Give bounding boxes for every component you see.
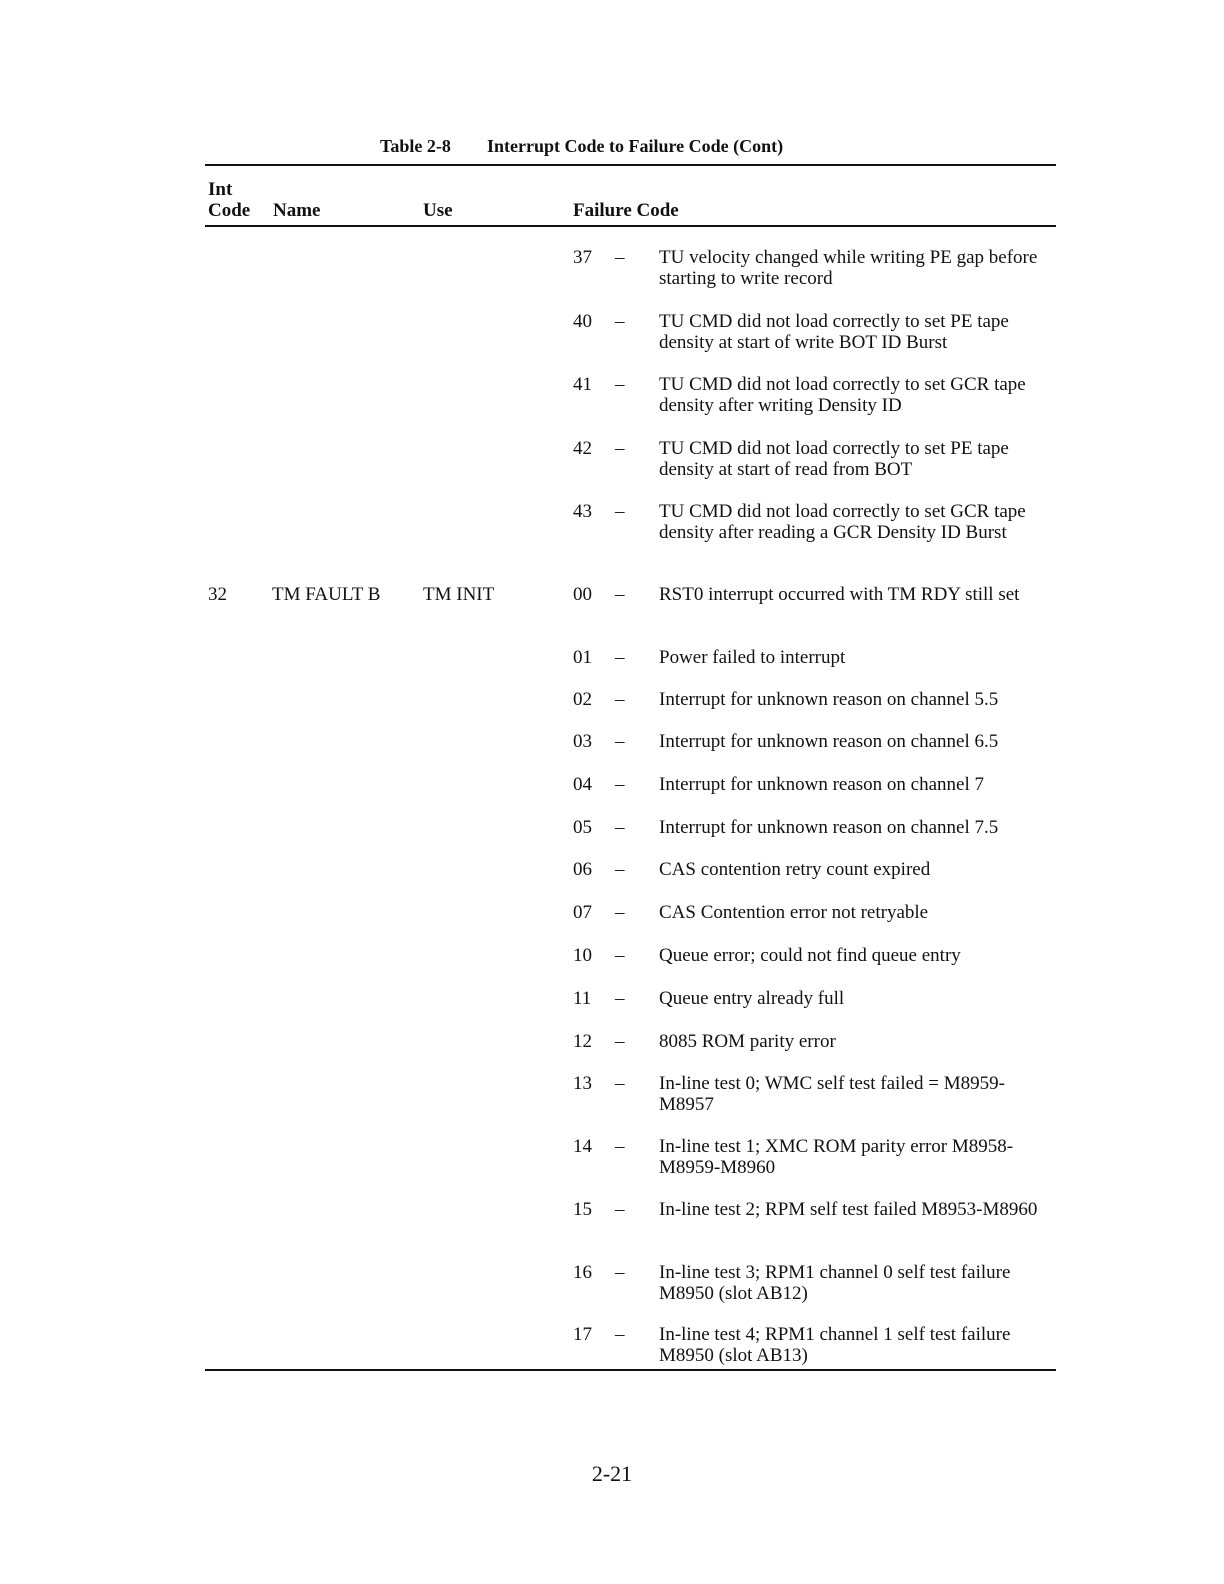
dash: –	[615, 945, 625, 966]
failure-code: 43	[573, 501, 592, 522]
interrupt-name: TM FAULT B	[272, 584, 381, 605]
failure-description: Interrupt for unknown reason on channel 7	[659, 774, 985, 795]
failure-description: TU CMD did not load correctly to set GCR tape density after reading a GCR Density ID Burst	[659, 501, 1026, 543]
page-number: 2-21	[591, 1461, 633, 1486]
dash: –	[615, 689, 625, 710]
dash: –	[615, 774, 625, 795]
dash: –	[615, 501, 625, 522]
failure-code: 37	[573, 247, 592, 268]
dash: –	[615, 584, 625, 605]
dash: –	[615, 859, 625, 880]
int-code: 32	[208, 584, 227, 605]
failure-description: Interrupt for unknown reason on channel 5.5	[659, 689, 999, 710]
failure-code: 06	[573, 859, 592, 880]
header-rule	[205, 225, 1056, 227]
failure-description: Interrupt for unknown reason on channel 6.5	[659, 731, 999, 752]
failure-code: 42	[573, 438, 592, 459]
failure-code: 07	[573, 902, 592, 923]
dash: –	[615, 1324, 625, 1345]
header-name: Name	[273, 200, 321, 221]
dash: –	[615, 1031, 625, 1052]
failure-code: 41	[573, 374, 592, 395]
failure-code: 40	[573, 311, 592, 332]
bottom-rule	[205, 1369, 1056, 1371]
header-use: Use	[423, 200, 453, 221]
failure-description: RST0 interrupt occurred with TM RDY still set	[659, 584, 1020, 605]
table-title: Interrupt Code to Failure Code (Cont)	[487, 136, 784, 156]
header-int-line1: Int	[208, 179, 233, 200]
failure-description: Queue entry already full	[659, 988, 845, 1009]
top-rule	[205, 164, 1056, 166]
failure-description: In-line test 4; RPM1 channel 1 self test failure M8950 (slot AB13)	[659, 1324, 1011, 1366]
failure-code: 03	[573, 731, 592, 752]
failure-description: TU CMD did not load correctly to set GCR tape density after writing Density ID	[659, 374, 1026, 416]
failure-code: 10	[573, 945, 592, 966]
interrupt-use: TM INIT	[423, 584, 495, 605]
failure-code: 02	[573, 689, 592, 710]
table-caption	[380, 136, 783, 157]
header-failure-code: Failure Code	[573, 200, 679, 221]
failure-description: TU CMD did not load correctly to set PE tape density at start of read from BOT	[659, 438, 1009, 480]
failure-description: TU velocity changed while writing PE gap before starting to write record	[659, 247, 1038, 289]
failure-code: 12	[573, 1031, 592, 1052]
failure-code: 16	[573, 1262, 592, 1283]
dash: –	[615, 988, 625, 1009]
table-number: Table 2-8	[380, 136, 451, 156]
failure-code: 00	[573, 584, 592, 605]
dash: –	[615, 438, 625, 459]
failure-code: 13	[573, 1073, 592, 1094]
dash: –	[615, 731, 625, 752]
failure-code: 01	[573, 647, 592, 668]
dash: –	[615, 1136, 625, 1157]
dash: –	[615, 902, 625, 923]
failure-description: Queue error; could not find queue entry	[659, 945, 961, 966]
dash: –	[615, 647, 625, 668]
failure-description: In-line test 2; RPM self test failed M8953-M8960	[659, 1199, 1038, 1220]
dash: –	[615, 1073, 625, 1094]
failure-description: Power failed to interrupt	[659, 647, 846, 668]
failure-code: 05	[573, 817, 592, 838]
dash: –	[615, 374, 625, 395]
failure-description: 8085 ROM parity error	[659, 1031, 836, 1052]
dash: –	[615, 1262, 625, 1283]
failure-code: 04	[573, 774, 592, 795]
header-int-code	[208, 179, 250, 221]
dash: –	[615, 311, 625, 332]
failure-description: In-line test 1; XMC ROM parity error M8958-M8959-M8960	[659, 1136, 1014, 1178]
failure-description: In-line test 0; WMC self test failed = M8959-M8957	[659, 1073, 1005, 1115]
dash: –	[615, 1199, 625, 1220]
dash: –	[615, 817, 625, 838]
failure-code: 15	[573, 1199, 592, 1220]
failure-code: 11	[573, 988, 592, 1009]
failure-description: TU CMD did not load correctly to set PE tape density at start of write BOT ID Burst	[659, 311, 1009, 353]
failure-description: CAS contention retry count expired	[659, 859, 931, 880]
header-int-line2: Code	[208, 200, 251, 221]
failure-description: Interrupt for unknown reason on channel 7.5	[659, 817, 999, 838]
dash: –	[615, 247, 625, 268]
failure-code: 17	[573, 1324, 592, 1345]
failure-description: CAS Contention error not retryable	[659, 902, 929, 923]
failure-code: 14	[573, 1136, 592, 1157]
failure-description: In-line test 3; RPM1 channel 0 self test failure M8950 (slot AB12)	[659, 1262, 1011, 1304]
